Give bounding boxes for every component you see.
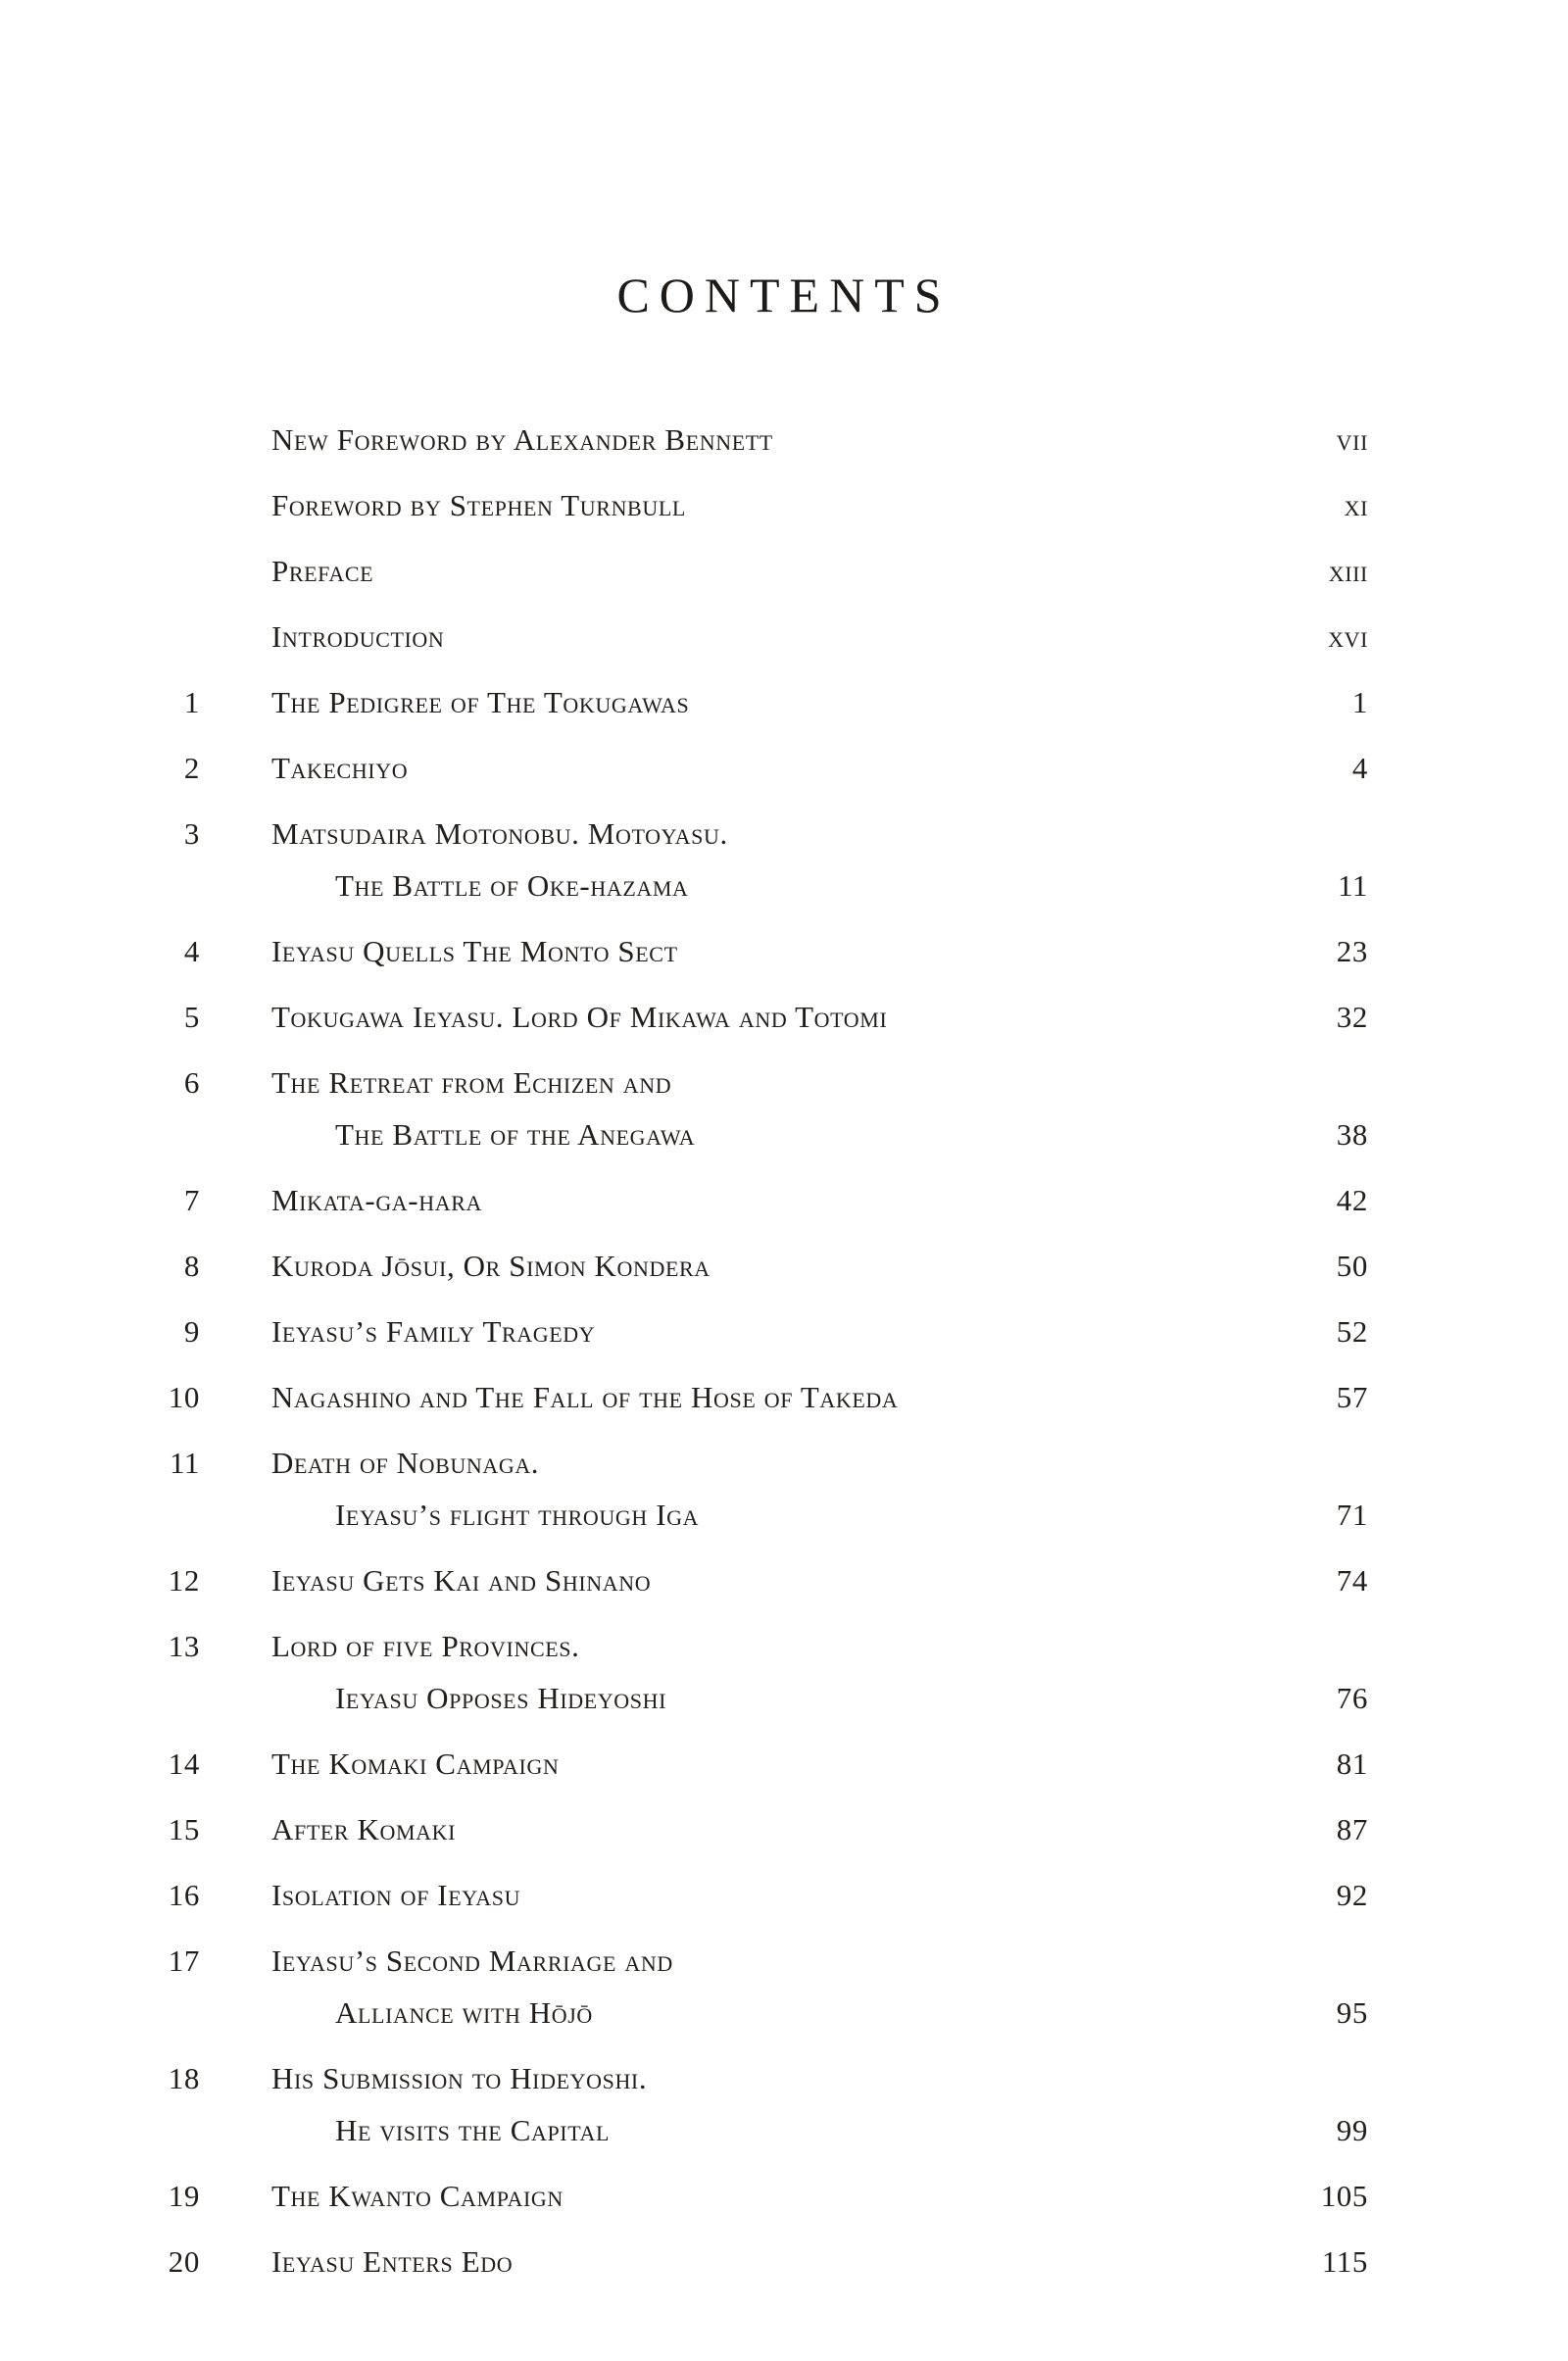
toc-entry-row xyxy=(125,1738,1368,1790)
toc-entry-row xyxy=(125,479,1368,531)
entry-title-line: The Battle of the Anegawa xyxy=(335,1117,696,1152)
toc-entry-row xyxy=(125,1935,1368,1987)
chapter-number: 7 xyxy=(183,1183,200,1217)
entry-title-line: The Kwanto Campaign xyxy=(271,2179,564,2213)
toc-entry-row xyxy=(125,1371,1368,1423)
toc-entry-row xyxy=(125,1437,1368,1489)
entry-title-line: The Pedigree of The Tokugawas xyxy=(271,685,690,719)
entry-title-line: Preface xyxy=(271,554,374,588)
entry-title-line: Mikata-ga-hara xyxy=(271,1183,482,1217)
entry-title-line: After Komaki xyxy=(271,1812,457,1846)
toc-entry xyxy=(125,1935,1368,2039)
entry-title-line: His Submission to Hideyoshi. xyxy=(271,2061,648,2095)
page-number: 105 xyxy=(1320,2179,1368,2213)
page-number: 11 xyxy=(1337,868,1368,903)
entry-title-line: Matsudaira Motonobu. Motoyasu. xyxy=(271,816,728,851)
page-number: 23 xyxy=(1336,934,1368,968)
chapter-number: 19 xyxy=(168,2179,200,2213)
toc-entry-row xyxy=(125,1869,1368,1921)
toc-entry xyxy=(125,1803,1368,1855)
toc-entry-row xyxy=(125,1987,1368,2039)
toc-entry xyxy=(125,925,1368,977)
chapter-number: 11 xyxy=(169,1446,200,1480)
toc-entry-row xyxy=(125,1057,1368,1108)
chapter-number: 5 xyxy=(183,1000,200,1034)
page-number: xiii xyxy=(1328,554,1368,588)
page-number: xi xyxy=(1344,488,1368,522)
entry-title-line: Death of Nobunaga. xyxy=(271,1446,540,1480)
entry-title-line: He visits the Capital xyxy=(335,2113,611,2147)
toc-entry-row xyxy=(125,1489,1368,1541)
toc-entry-row xyxy=(125,1803,1368,1855)
page-number: 1 xyxy=(1351,685,1368,719)
toc-entry-row xyxy=(125,545,1368,597)
chapter-number: 10 xyxy=(168,1380,200,1414)
entry-title-line: Ieyasu Enters Edo xyxy=(271,2244,514,2279)
chapter-number: 13 xyxy=(168,1629,200,1663)
entry-title-line: Ieyasu’s flight through Iga xyxy=(335,1498,700,1532)
toc-entry-row xyxy=(125,676,1368,728)
chapter-number: 3 xyxy=(183,816,200,851)
entry-title-line: Ieyasu Opposes Hideyoshi xyxy=(335,1681,667,1715)
chapter-number: 2 xyxy=(183,751,200,785)
toc-entry-row xyxy=(125,611,1368,663)
page-number: 57 xyxy=(1336,1380,1368,1414)
contents-title: CONTENTS xyxy=(616,268,952,322)
toc-entry-row xyxy=(125,1554,1368,1606)
toc-entry xyxy=(125,808,1368,911)
page-number: vii xyxy=(1336,422,1368,457)
toc-entry xyxy=(125,1305,1368,1357)
toc-entry xyxy=(125,1174,1368,1226)
toc-entry xyxy=(125,2052,1368,2156)
toc-entry xyxy=(125,742,1368,794)
chapter-number: 17 xyxy=(168,1943,200,1978)
toc-entry xyxy=(125,1620,1368,1724)
chapter-number: 16 xyxy=(168,1878,200,1912)
toc-entry-row xyxy=(125,1620,1368,1672)
page-number: 92 xyxy=(1336,1878,1368,1912)
entry-title-line: The Battle of Oke-hazama xyxy=(335,868,689,903)
entry-title-line: New Foreword by Alexander Bennett xyxy=(271,422,773,457)
toc-entry xyxy=(125,2236,1368,2287)
entry-title-line: Ieyasu’s Second Marriage and xyxy=(271,1943,673,1978)
entry-title-line: Takechiyo xyxy=(271,751,409,785)
chapter-number: 20 xyxy=(168,2244,200,2279)
toc-entry xyxy=(125,1554,1368,1606)
entry-title-line: Introduction xyxy=(271,619,445,654)
toc-entry xyxy=(125,479,1368,531)
toc-entry xyxy=(125,545,1368,597)
toc-entry xyxy=(125,2170,1368,2222)
page-number: 50 xyxy=(1336,1249,1368,1283)
page-number: 95 xyxy=(1336,1995,1368,2030)
entry-title-line: Ieyasu Quells The Monto Sect xyxy=(271,934,678,968)
entry-title-line: Ieyasu Gets Kai and Shinano xyxy=(271,1563,652,1598)
toc-entry xyxy=(125,991,1368,1043)
entry-title-line: Kuroda Jōsui, Or Simon Kondera xyxy=(271,1249,710,1283)
toc-entry xyxy=(125,1738,1368,1790)
toc-entry-row xyxy=(125,860,1368,911)
toc-entry xyxy=(125,611,1368,663)
toc-entry-row xyxy=(125,1108,1368,1160)
entry-title-line: Foreword by Stephen Turnbull xyxy=(271,488,686,522)
chapter-number: 4 xyxy=(183,934,200,968)
toc-entry-row xyxy=(125,1305,1368,1357)
entry-title-line: The Retreat from Echizen and xyxy=(271,1065,672,1100)
page-number: 99 xyxy=(1336,2113,1368,2147)
entry-title-line: Ieyasu’s Family Tragedy xyxy=(271,1314,596,1349)
toc-entry-row xyxy=(125,925,1368,977)
toc-entry xyxy=(125,414,1368,466)
page-number: 4 xyxy=(1351,751,1368,785)
toc-entry xyxy=(125,1869,1368,1921)
toc-entry xyxy=(125,1371,1368,1423)
toc-entry xyxy=(125,1057,1368,1160)
page-number: 81 xyxy=(1336,1746,1368,1781)
toc-entry-row xyxy=(125,1240,1368,1292)
toc-entry-row xyxy=(125,1174,1368,1226)
chapter-number: 6 xyxy=(183,1065,200,1100)
page-number: 42 xyxy=(1336,1183,1368,1217)
entry-title-line: Lord of five Provinces. xyxy=(271,1629,580,1663)
page-number: 52 xyxy=(1336,1314,1368,1349)
entry-title-line: Isolation of Ieyasu xyxy=(271,1878,521,1912)
toc-entry-row xyxy=(125,2236,1368,2287)
chapter-number: 15 xyxy=(168,1812,200,1846)
page-number: 71 xyxy=(1336,1498,1368,1532)
toc-entry-row xyxy=(125,414,1368,466)
toc-entry-row xyxy=(125,2052,1368,2104)
chapter-number: 1 xyxy=(183,685,200,719)
entry-title-line: The Komaki Campaign xyxy=(271,1746,560,1781)
entry-title-line: Tokugawa Ieyasu. Lord Of Mikawa and Totomi xyxy=(271,1000,888,1034)
toc-entry-row xyxy=(125,2104,1368,2156)
entry-title-line: Alliance with Hōjō xyxy=(335,1995,593,2030)
toc-entry-row xyxy=(125,808,1368,860)
page-number: 74 xyxy=(1336,1563,1368,1598)
toc-entry-row xyxy=(125,2170,1368,2222)
chapter-number: 8 xyxy=(183,1249,200,1283)
page-number: 38 xyxy=(1336,1117,1368,1152)
toc-entry xyxy=(125,1240,1368,1292)
entry-title-line: Nagashino and The Fall of the Hose of Takeda xyxy=(271,1380,899,1414)
page-number: xvi xyxy=(1328,619,1368,654)
page-number: 76 xyxy=(1336,1681,1368,1715)
toc-entry xyxy=(125,676,1368,728)
toc-entry-row xyxy=(125,991,1368,1043)
chapter-number: 12 xyxy=(168,1563,200,1598)
toc-entry-row xyxy=(125,1672,1368,1724)
chapter-number: 14 xyxy=(168,1746,200,1781)
chapter-number: 18 xyxy=(168,2061,200,2095)
page-number: 87 xyxy=(1336,1812,1368,1846)
toc-list xyxy=(125,414,1368,2287)
toc-entry-row xyxy=(125,742,1368,794)
page-number: 32 xyxy=(1336,1000,1368,1034)
toc-entry xyxy=(125,1437,1368,1541)
chapter-number: 9 xyxy=(183,1314,200,1349)
page-number: 115 xyxy=(1321,2244,1368,2279)
